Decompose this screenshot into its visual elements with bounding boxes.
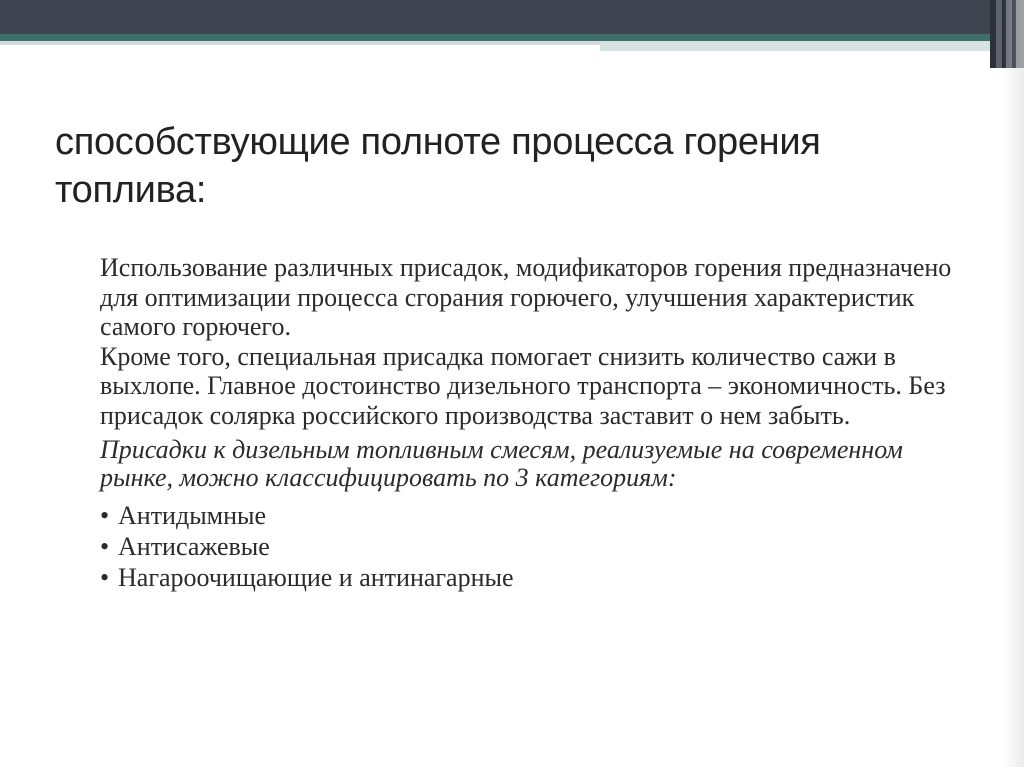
bullet-icon: • [100, 501, 110, 530]
category-list [100, 500, 980, 593]
header-band-teal [0, 34, 1024, 41]
header-band-light-left [0, 41, 600, 45]
paragraph-soot-reduction: Кроме того, специальная присадка помогает снизить количество сажи в выхлопе. Главное достоинство дизельного транспорта – экономичность. Без присадок солярка российского производства заставит о нем забыть. [100, 341, 946, 430]
header-band-light-right [600, 41, 1024, 51]
list-item-label: Антидымные [118, 501, 267, 530]
slide-title: способствующие полноте процесса горения топлива: [55, 121, 821, 211]
slide-body [100, 253, 980, 593]
paragraph-classification: Присадки к дизельным топливным смесям, реализуемые на современном рынке, можно классифицировать по 3 категориям: [100, 435, 903, 492]
list-item [100, 500, 980, 531]
bullet-icon: • [100, 563, 110, 592]
bullet-icon: • [100, 532, 110, 561]
list-item [100, 531, 980, 562]
right-edge-shadow [1002, 0, 1024, 767]
header-band-dark [0, 0, 1024, 34]
paragraph-additives-purpose: Использование различных присадок, модификаторов горения предназначено для оптимизации процесса сгорания горючего, улучшения характеристик самого горючего. [100, 253, 952, 341]
list-item-label: Антисажевые [118, 532, 270, 561]
list-item-label: Нагароочищающие и антинагарные [118, 563, 514, 592]
list-item [100, 562, 980, 593]
